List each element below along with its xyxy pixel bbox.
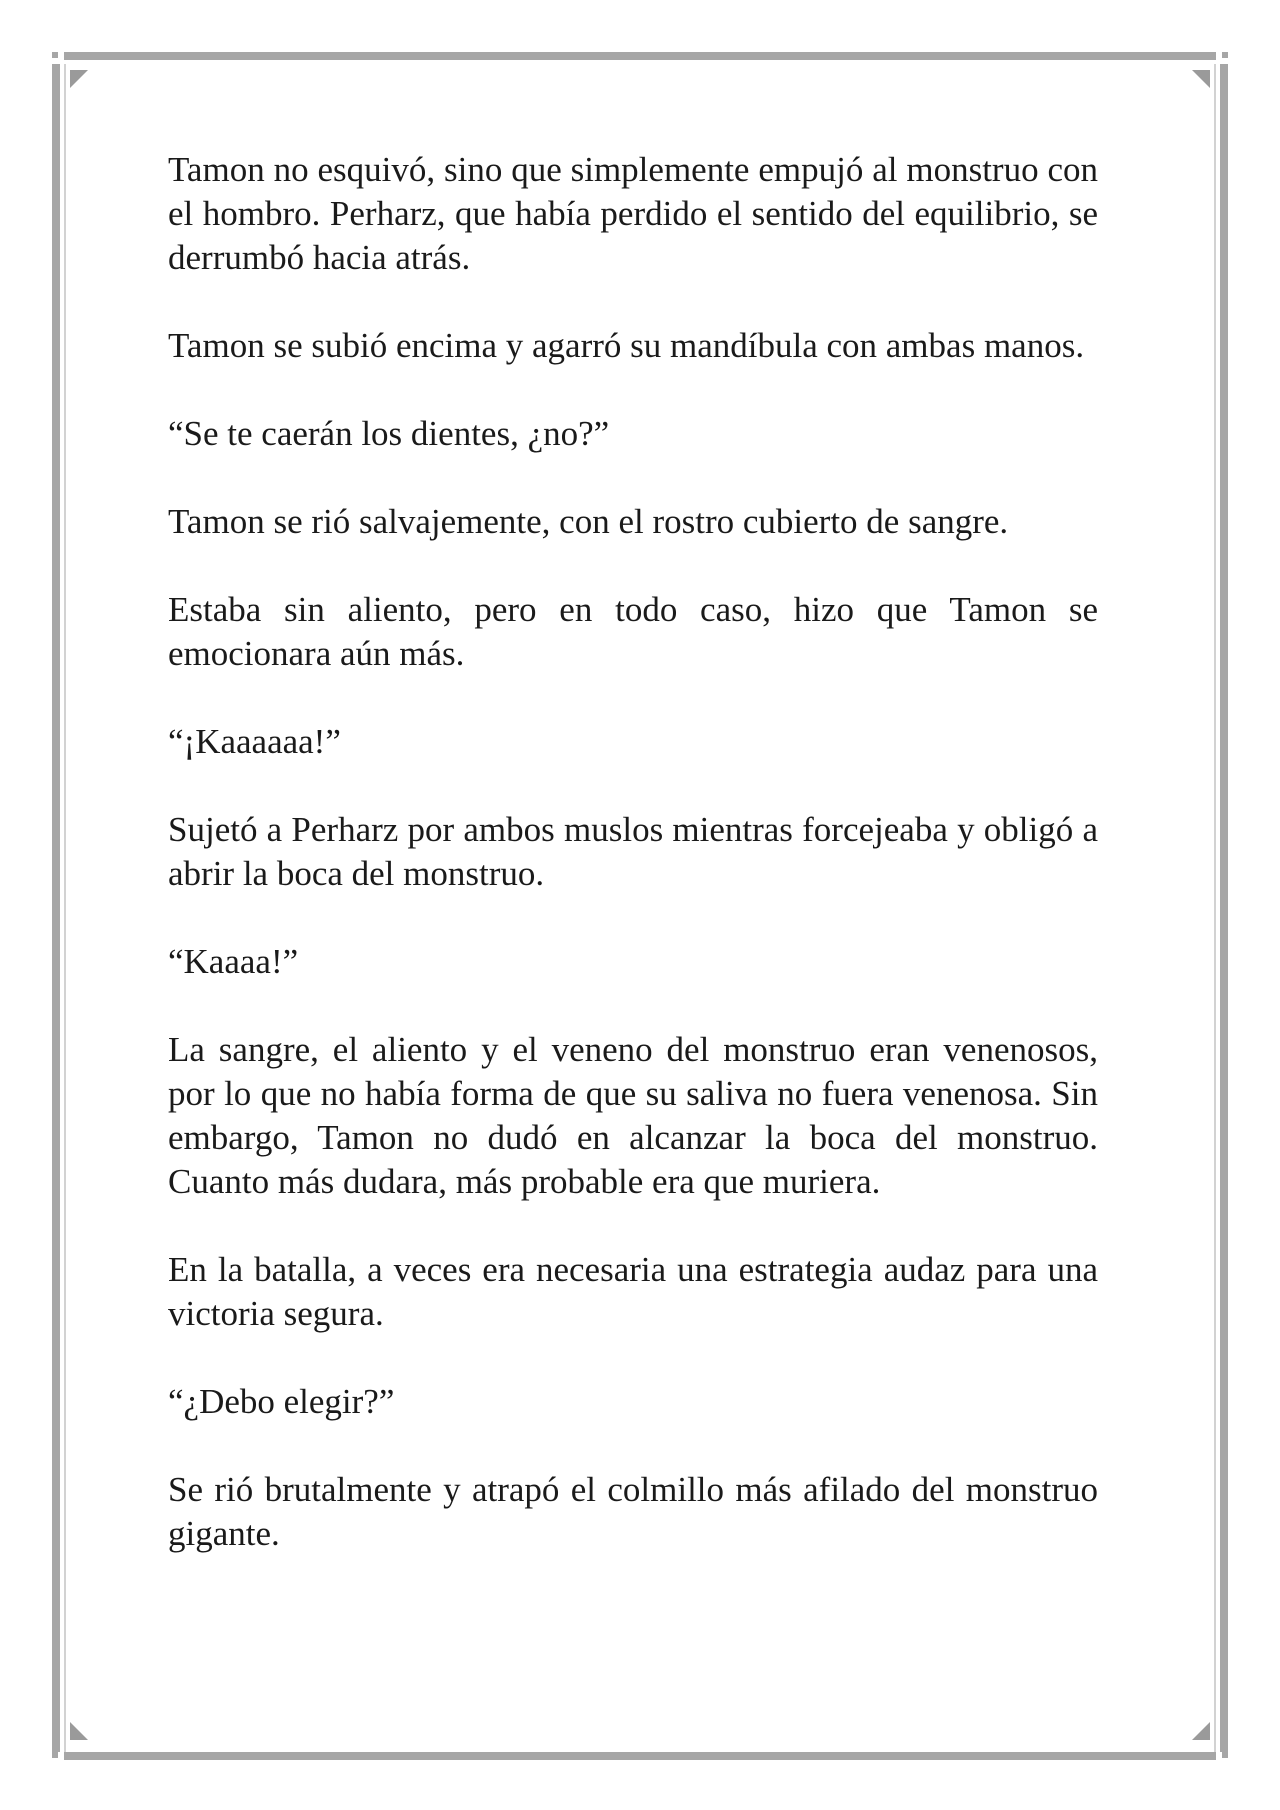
frame-inner-left-line — [64, 64, 66, 1752]
corner-triangle-icon-top-right — [1192, 70, 1210, 88]
paragraph: En la batalla, a veces era necesaria una estrategia audaz para una victoria segura. — [168, 1250, 1098, 1333]
corner-triangle-icon-bottom-right — [1192, 1722, 1210, 1740]
paragraph: Estaba sin aliento, pero en todo caso, hizo que Tamon se emocionara aún más. — [168, 590, 1098, 673]
corner-triangle-icon-top-left — [70, 70, 88, 88]
paragraph: Tamon se subió encima y agarró su mandíbula con ambas manos. — [168, 326, 1085, 365]
frame-right-border — [1220, 64, 1228, 1752]
frame-top-border — [64, 52, 1216, 60]
corner-ornament-top-right — [1222, 52, 1228, 58]
frame-left-border — [52, 64, 60, 1752]
paragraph: Tamon se rió salvajemente, con el rostro cubierto de sangre. — [168, 502, 1009, 541]
paragraph: La sangre, el aliento y el veneno del monstruo eran venenosos, por lo que no había forma de que su saliva no fuera venenosa. Sin embargo, Tamon no dudó en alcanzar la boca del monstruo. Cuanto más dudara, más probable era que muriera. — [168, 1030, 1098, 1201]
frame-inner-right-line — [1214, 64, 1216, 1752]
dialogue-line: “¿Debo elegir?” — [168, 1382, 395, 1421]
page-body — [168, 148, 1098, 1600]
paragraph: Se rió brutalmente y atrapó el colmillo más afilado del monstruo gigante. — [168, 1470, 1098, 1553]
dialogue-line: “Kaaaa!” — [168, 942, 299, 981]
dialogue-line: “¡Kaaaaaa!” — [168, 722, 341, 761]
frame-bottom-border — [64, 1752, 1216, 1760]
paragraph: Sujetó a Perharz por ambos muslos mientras forcejeaba y obligó a abrir la boca del monstruo. — [168, 810, 1098, 893]
dialogue-line: “Se te caerán los dientes, ¿no?” — [168, 414, 610, 453]
corner-ornament-bottom-right — [1222, 1752, 1228, 1758]
corner-ornament-top-left — [52, 52, 58, 58]
paragraph: Tamon no esquivó, sino que simplemente empujó al monstruo con el hombro. Perharz, que había perdido el sentido del equilibrio, se derrumbó hacia atrás. — [168, 150, 1098, 277]
corner-triangle-icon-bottom-left — [70, 1722, 88, 1740]
corner-ornament-bottom-left — [52, 1752, 58, 1758]
